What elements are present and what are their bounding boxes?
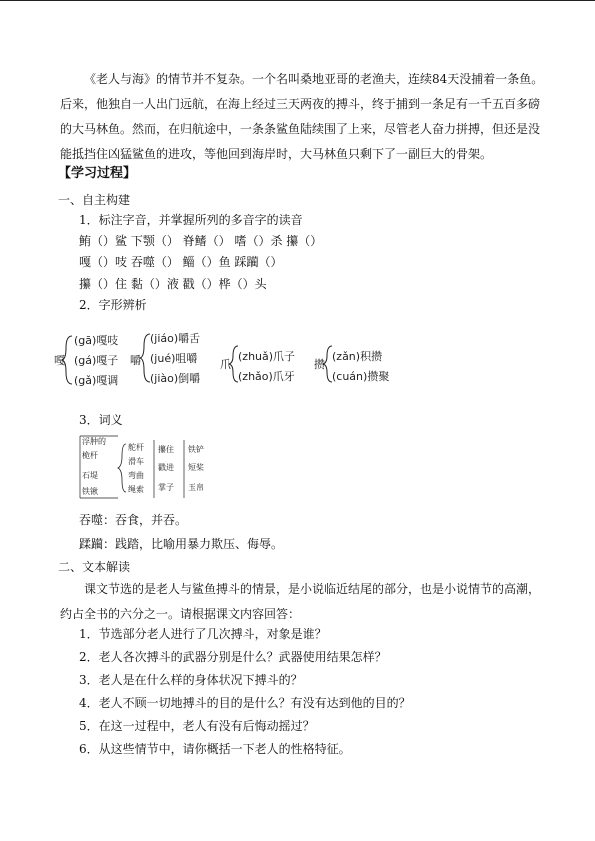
brace-3 — [229, 346, 238, 382]
word-c2a: 舵杆 — [128, 443, 144, 452]
pronunciation-row-2: 嘎（）吱 吞噬（） 鲻（）鱼 踩躏（） — [79, 255, 283, 269]
word-c1d: 铁锹 — [82, 487, 98, 496]
word-c4c: 玉帛 — [188, 483, 204, 492]
glyph2-main: 嚼 — [130, 354, 141, 367]
word-c3a: 攥住 — [158, 445, 174, 454]
glyph4-main: 攒 — [314, 358, 325, 371]
glyph2-b: (jué)咀嚼 — [150, 352, 198, 365]
question-4: 4．老人不顾一切地搏斗的目的是什么？有没有达到他的目的？ — [79, 696, 411, 710]
word-c1c: 石堤 — [82, 471, 98, 480]
part2-intro: 课文节选的是老人与鲨鱼搏斗的情景，是小说临近结尾的部分，也是小说情节的高潮，约占全书的六分之一。请根据课文内容回答： — [60, 582, 541, 621]
word-c3c: 掌子 — [158, 483, 174, 492]
word-c1a: 浮肿的 — [82, 437, 106, 446]
item1-heading: 1．标注字音，并掌握所列的多音字的读音 — [79, 213, 303, 227]
question-3: 3．老人是在什么样的身体状况下搏斗的？ — [79, 673, 303, 687]
word-c4b: 短桨 — [188, 463, 204, 472]
glyph4-a: (zǎn)积攒 — [332, 350, 383, 363]
part1-title: 一、自主构建 — [58, 193, 131, 207]
question-5: 5．在这一过程中，老人有没有后悔动摇过？ — [79, 719, 315, 733]
word-meaning-diagram — [78, 432, 238, 504]
question-6: 6．从这些情节中，请你概括一下老人的性格特征。 — [79, 742, 351, 756]
brace-4 — [323, 346, 332, 382]
glyph1-a: (gā)嘎吱 — [74, 334, 119, 347]
part2-title: 二、文本解读 — [58, 560, 131, 574]
pronunciation-row-3: 攥（）住 黏（）液 戳（）桦（）头 — [79, 277, 267, 291]
glyph1-b: (gá)嘎子 — [74, 354, 119, 367]
glyph2-a: (jiáo)嚼舌 — [150, 332, 201, 345]
character-form-diagram — [52, 328, 402, 393]
pronunciation-row-1: 鲔（）鲨 下颚（） 脊鳍（） 嗜（）杀 攥（） — [79, 234, 323, 248]
item3-heading: 3．词义 — [79, 413, 123, 427]
intro-paragraph: 《老人与海》的情节并不复杂。一个名叫桑地亚哥的老渔夫，连续84天没捕着一条鱼。后来，他独自一人出门远航，在海上经过三天两夜的搏斗，终于捕到一条足有一千五百多磅的大马林鱼。然而，在归航途中，一条条鲨鱼陆续围了上来，尽管老人奋力拼搏，但还是没能抵挡住凶猛鲨鱼的进攻，等他回到海岸时，大马林鱼只剩下了一副巨大的骨架。 — [60, 72, 544, 161]
glyph3-a: (zhuǎ)爪子 — [238, 350, 296, 363]
glyph2-c: (jiào)倒嚼 — [150, 372, 201, 385]
word-c2b: 滑车 — [128, 457, 144, 466]
section-title: 【学习过程】 — [58, 166, 137, 181]
question-1: 1．节选部分老人进行了几次搏斗，对象是谁？ — [79, 627, 327, 641]
word-c2c: 弯曲 — [128, 471, 144, 480]
page-top-rule — [0, 0, 595, 1]
glyph4-b: (cuán)攒聚 — [332, 370, 390, 383]
word-c2d: 绳索 — [128, 485, 144, 494]
definition-1: 吞噬：吞食，并吞。 — [79, 513, 188, 527]
word-brace-2 — [118, 444, 126, 492]
brace-2 — [140, 334, 150, 382]
definition-2: 蹂躏：践踏，比喻用暴力欺压、侮辱。 — [79, 537, 284, 551]
item2-heading: 2．字形辨析 — [79, 298, 147, 312]
word-c4a: 铁铲 — [188, 445, 204, 454]
word-c3b: 戳进 — [158, 463, 174, 472]
glyph3-b: (zhǎo)爪牙 — [238, 370, 295, 383]
word-c1b: 桅杆 — [82, 451, 98, 460]
glyph1-main: 嘎 — [54, 354, 65, 367]
question-2: 2．老人各次搏斗的武器分别是什么？武器使用结果怎样？ — [79, 650, 387, 664]
glyph1-c: (gǎ)嘎调 — [74, 374, 119, 387]
glyph3-main: 爪 — [220, 358, 231, 371]
